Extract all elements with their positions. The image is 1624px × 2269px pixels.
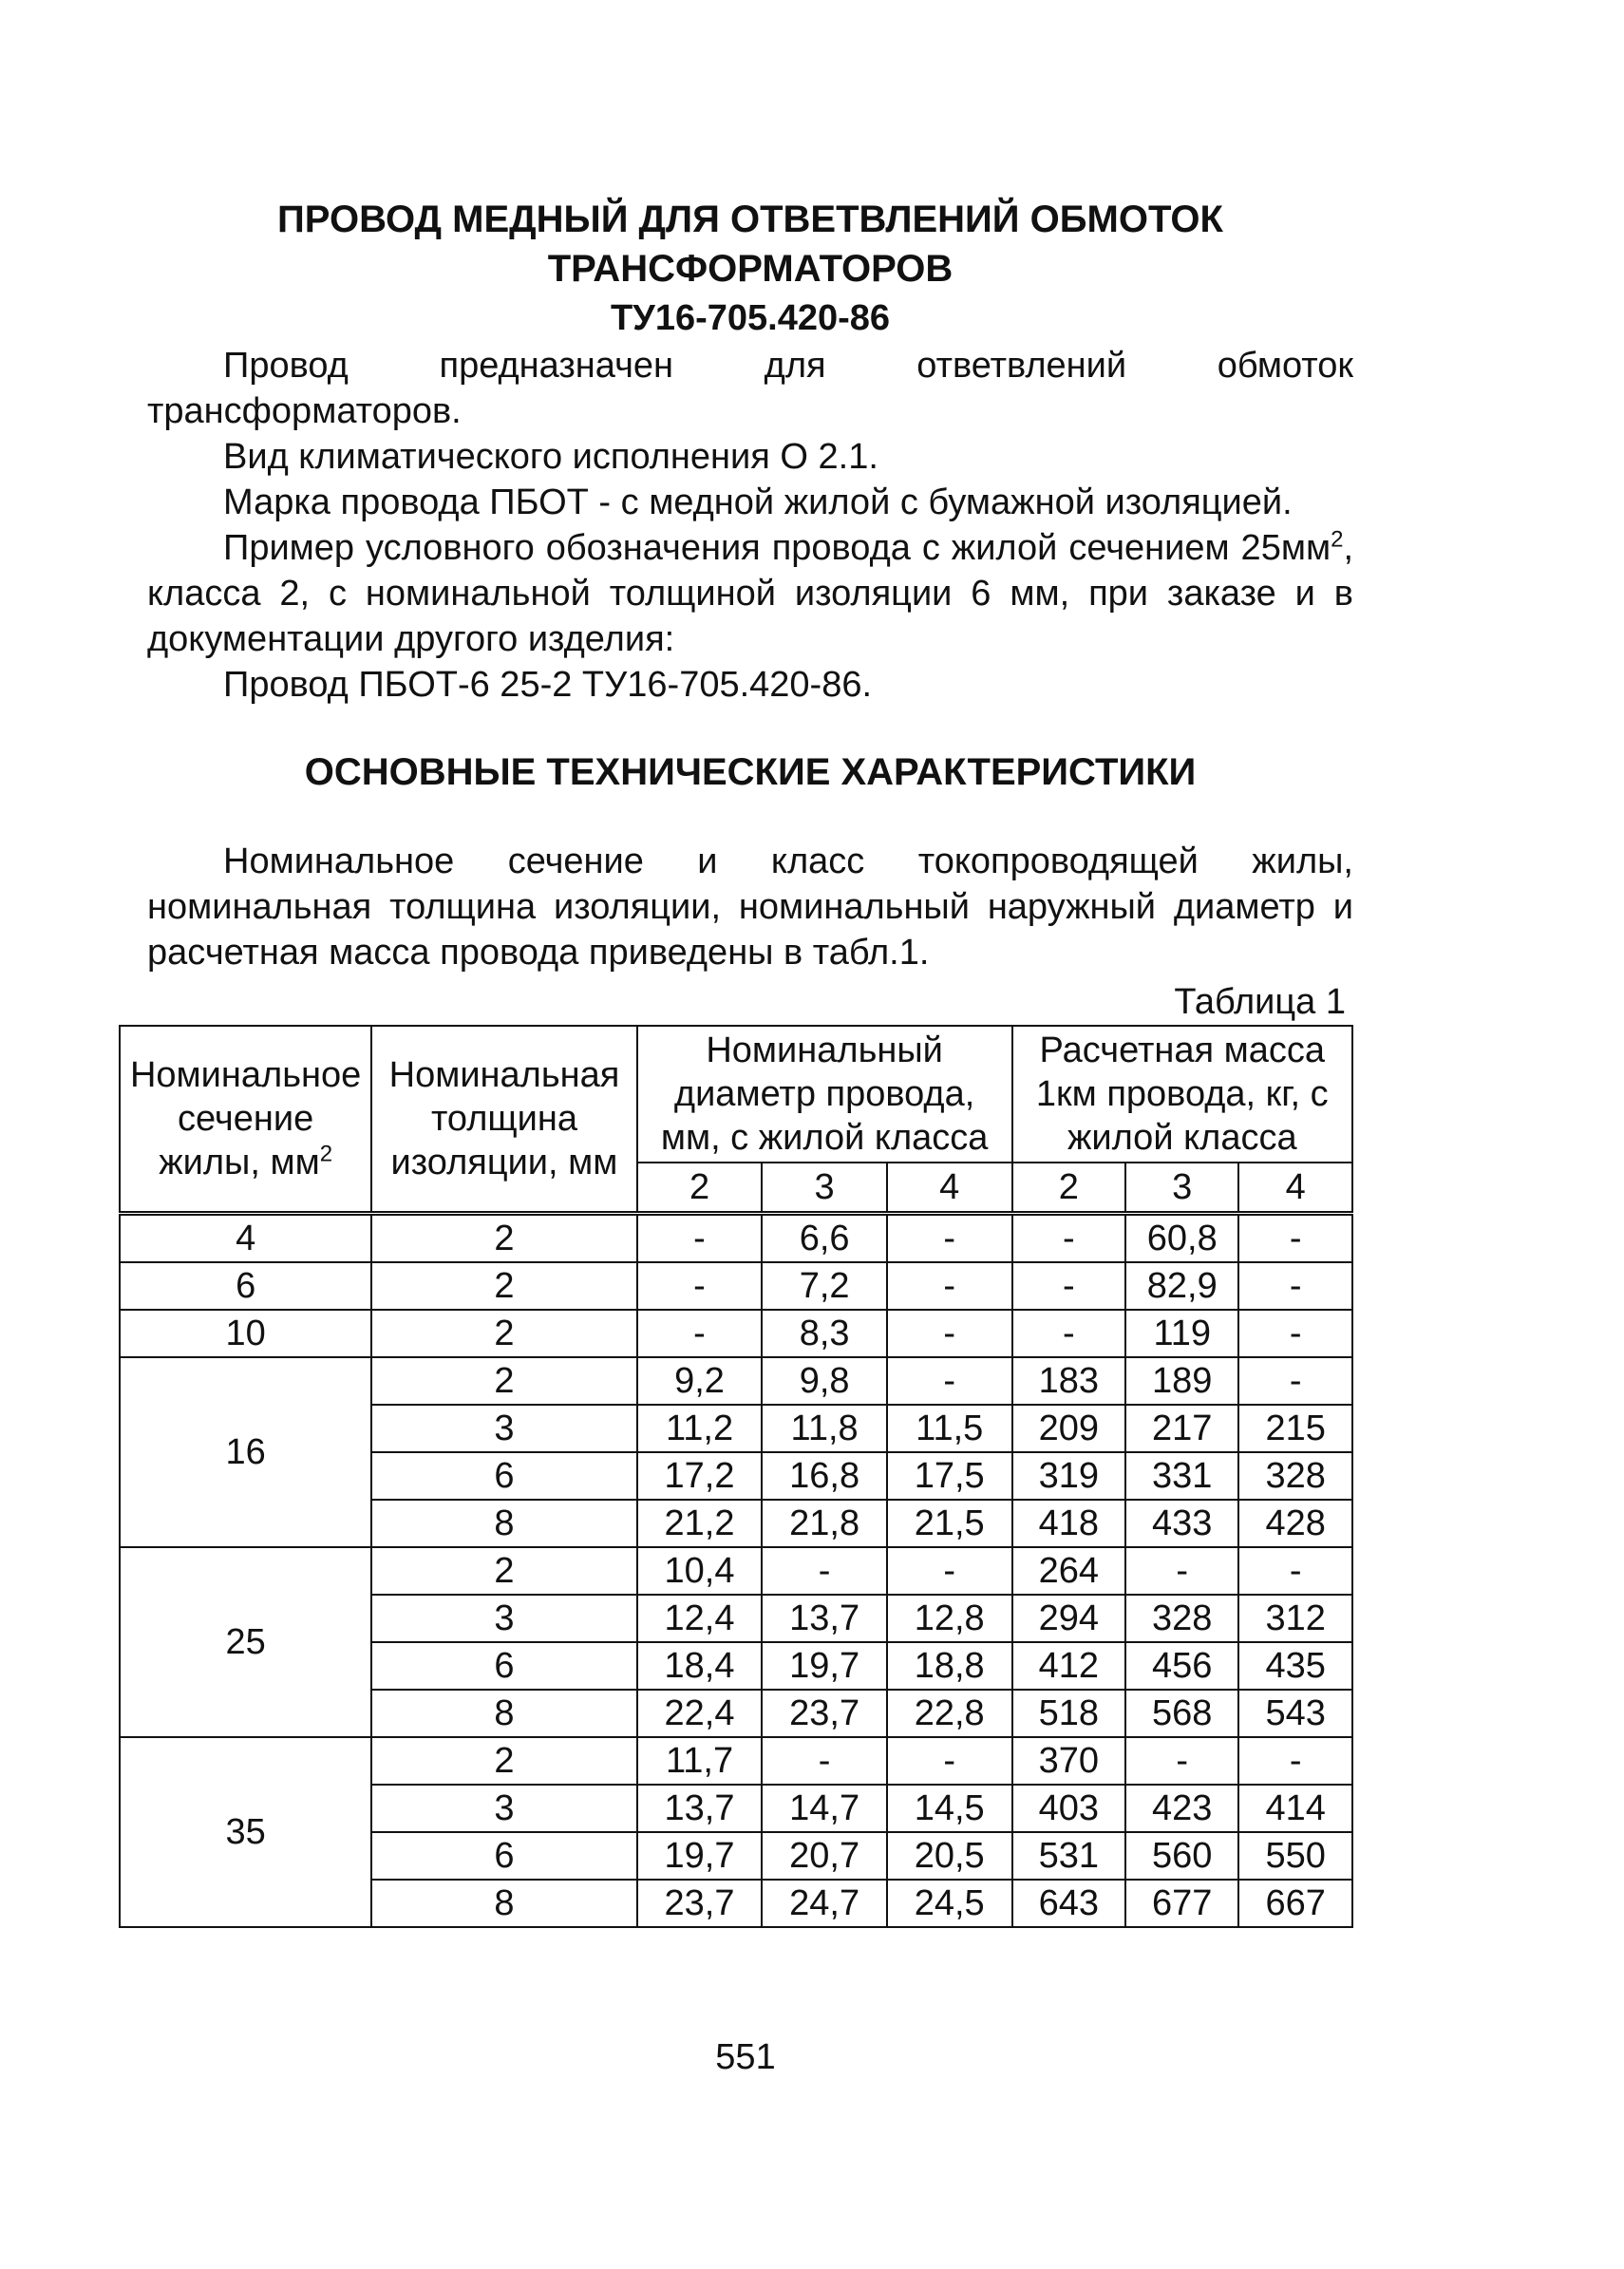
- cell-insulation: 8: [371, 1690, 636, 1737]
- cell-value: -: [887, 1310, 1012, 1357]
- header-diameter-class-4: 4: [887, 1163, 1012, 1214]
- cell-value: 23,7: [762, 1690, 887, 1737]
- cell-value: 328: [1125, 1595, 1238, 1642]
- cell-value: 24,5: [887, 1880, 1012, 1927]
- cell-value: 403: [1012, 1785, 1125, 1832]
- table-body: [120, 1214, 1352, 1928]
- cell-value: 16,8: [762, 1452, 887, 1500]
- cell-value: -: [637, 1262, 763, 1310]
- intro-paragraph-purpose: Провод предназначен для ответвлений обмоток трансформаторов.: [147, 346, 1353, 431]
- cell-value: 13,7: [762, 1595, 887, 1642]
- cell-value: 518: [1012, 1690, 1125, 1737]
- cell-value: 19,7: [637, 1832, 763, 1880]
- cell-value: 428: [1238, 1500, 1352, 1547]
- section-paragraph: Номинальное сечение и класс токопроводящей жилы, номинальная толщина изоляции, номинальный наружный диаметр и расчетная масса провода приведены в табл.1.: [147, 841, 1353, 973]
- table-row: [120, 1310, 1352, 1357]
- cell-value: 14,5: [887, 1785, 1012, 1832]
- cell-insulation: 8: [371, 1880, 636, 1927]
- cell-value: -: [887, 1547, 1012, 1595]
- section-title: ОСНОВНЫЕ ТЕХНИЧЕСКИЕ ХАРАКТЕРИСТИКИ: [304, 751, 1197, 793]
- cell-value: -: [1125, 1737, 1238, 1785]
- example-text-a: Пример условного обозначения провода с жилой сечением 25мм: [223, 528, 1331, 568]
- table-row: [120, 1262, 1352, 1310]
- header-mass-class-4: 4: [1238, 1163, 1352, 1214]
- cell-value: -: [1238, 1262, 1352, 1310]
- cell-value: -: [637, 1310, 763, 1357]
- cell-value: 370: [1012, 1737, 1125, 1785]
- document-page: [129, 195, 1353, 1928]
- cell-value: 531: [1012, 1832, 1125, 1880]
- cell-value: 17,2: [637, 1452, 763, 1500]
- cell-value: -: [887, 1262, 1012, 1310]
- cell-insulation: 2: [371, 1547, 636, 1595]
- cell-value: -: [1238, 1547, 1352, 1595]
- cell-value: 11,8: [762, 1405, 887, 1452]
- cell-value: 543: [1238, 1690, 1352, 1737]
- cell-value: 6,6: [762, 1214, 887, 1263]
- cell-value: -: [887, 1737, 1012, 1785]
- cell-value: 11,7: [637, 1737, 763, 1785]
- cell-value: 7,2: [762, 1262, 887, 1310]
- cell-insulation: 3: [371, 1405, 636, 1452]
- cell-value: 423: [1125, 1785, 1238, 1832]
- cell-value: 294: [1012, 1595, 1125, 1642]
- header-mass-class-2: 2: [1012, 1163, 1125, 1214]
- cell-value: 312: [1238, 1595, 1352, 1642]
- header-diameter-class-2: 2: [637, 1163, 763, 1214]
- title-code: ТУ16-705.420-86: [610, 298, 891, 338]
- cell-value: 18,8: [887, 1642, 1012, 1690]
- cell-insulation: 2: [371, 1310, 636, 1357]
- cell-value: 435: [1238, 1642, 1352, 1690]
- cell-value: 414: [1238, 1785, 1352, 1832]
- table-row: [120, 1547, 1352, 1595]
- cell-value: 643: [1012, 1880, 1125, 1927]
- cell-value: 560: [1125, 1832, 1238, 1880]
- spec-table: [119, 1025, 1353, 1928]
- cell-value: 22,8: [887, 1690, 1012, 1737]
- cell-value: -: [1238, 1357, 1352, 1405]
- cell-value: 456: [1125, 1642, 1238, 1690]
- cell-value: 13,7: [637, 1785, 763, 1832]
- cell-section: 35: [120, 1737, 371, 1927]
- intro-paragraph-climate: Вид климатического исполнения О 2.1.: [223, 437, 878, 477]
- cell-value: -: [1012, 1262, 1125, 1310]
- cell-value: 412: [1012, 1642, 1125, 1690]
- cell-section: 6: [120, 1262, 371, 1310]
- header-mass-class-3: 3: [1125, 1163, 1238, 1214]
- cell-value: -: [1012, 1310, 1125, 1357]
- cell-value: 667: [1238, 1880, 1352, 1927]
- header-section-sup: 2: [319, 1141, 333, 1167]
- cell-value: -: [1012, 1214, 1125, 1263]
- cell-value: 209: [1012, 1405, 1125, 1452]
- cell-section: 16: [120, 1357, 371, 1547]
- intro-paragraph-brand: Марка провода ПБОТ - с медной жилой с бумажной изоляцией.: [223, 482, 1293, 522]
- cell-insulation: 3: [371, 1785, 636, 1832]
- cell-value: 11,2: [637, 1405, 763, 1452]
- cell-value: -: [887, 1357, 1012, 1405]
- cell-value: 20,7: [762, 1832, 887, 1880]
- cell-value: 82,9: [1125, 1262, 1238, 1310]
- table-row: [120, 1214, 1352, 1263]
- cell-value: 433: [1125, 1500, 1238, 1547]
- header-insulation: Номинальная толщина изоляции, мм: [371, 1026, 636, 1214]
- page-number: 551: [715, 2037, 776, 2077]
- cell-section: 10: [120, 1310, 371, 1357]
- cell-value: -: [762, 1547, 887, 1595]
- title-line-1: ПРОВОД МЕДНЫЙ ДЛЯ ОТВЕТВЛЕНИЙ ОБМОТОК: [277, 199, 1223, 240]
- cell-value: 23,7: [637, 1880, 763, 1927]
- cell-value: 60,8: [1125, 1214, 1238, 1263]
- cell-value: -: [1125, 1547, 1238, 1595]
- cell-value: -: [637, 1214, 763, 1263]
- cell-value: -: [762, 1737, 887, 1785]
- cell-value: 20,5: [887, 1832, 1012, 1880]
- table-caption: Таблица 1: [1174, 982, 1346, 1022]
- cell-insulation: 2: [371, 1357, 636, 1405]
- cell-value: 264: [1012, 1547, 1125, 1595]
- cell-value: 328: [1238, 1452, 1352, 1500]
- table-row: [120, 1357, 1352, 1405]
- cell-value: 189: [1125, 1357, 1238, 1405]
- cell-value: 9,2: [637, 1357, 763, 1405]
- intro-paragraph-example: [147, 525, 1353, 662]
- title-line-2: ТРАНСФОРМАТОРОВ: [547, 248, 954, 290]
- cell-value: 119: [1125, 1310, 1238, 1357]
- cell-insulation: 6: [371, 1452, 636, 1500]
- cell-value: 331: [1125, 1452, 1238, 1500]
- cell-insulation: 3: [371, 1595, 636, 1642]
- header-section-text: Номинальное сечение жилы, мм: [129, 1055, 362, 1182]
- cell-value: -: [1238, 1310, 1352, 1357]
- cell-value: 215: [1238, 1405, 1352, 1452]
- cell-insulation: 8: [371, 1500, 636, 1547]
- cell-insulation: 2: [371, 1262, 636, 1310]
- cell-value: 8,3: [762, 1310, 887, 1357]
- cell-value: 21,5: [887, 1500, 1012, 1547]
- cell-value: 550: [1238, 1832, 1352, 1880]
- cell-section: 4: [120, 1214, 371, 1263]
- cell-value: -: [1238, 1737, 1352, 1785]
- table-row: [120, 1737, 1352, 1785]
- cell-value: 11,5: [887, 1405, 1012, 1452]
- cell-value: 21,8: [762, 1500, 887, 1547]
- cell-value: 9,8: [762, 1357, 887, 1405]
- example-superscript: 2: [1331, 526, 1344, 553]
- cell-value: 19,7: [762, 1642, 887, 1690]
- cell-value: 21,2: [637, 1500, 763, 1547]
- cell-value: 22,4: [637, 1690, 763, 1737]
- cell-value: 10,4: [637, 1547, 763, 1595]
- intro-paragraph-designation: Провод ПБОТ-6 25-2 ТУ16-705.420-86.: [223, 665, 873, 705]
- cell-value: 24,7: [762, 1880, 887, 1927]
- header-section: [120, 1026, 371, 1214]
- cell-value: 568: [1125, 1690, 1238, 1737]
- cell-value: 12,4: [637, 1595, 763, 1642]
- cell-value: 183: [1012, 1357, 1125, 1405]
- cell-value: 14,7: [762, 1785, 887, 1832]
- cell-value: 12,8: [887, 1595, 1012, 1642]
- cell-value: 418: [1012, 1500, 1125, 1547]
- header-diameter: Номинальный диаметр провода, мм, с жилой класса: [637, 1026, 1012, 1163]
- cell-value: 17,5: [887, 1452, 1012, 1500]
- cell-value: 217: [1125, 1405, 1238, 1452]
- cell-value: -: [1238, 1214, 1352, 1263]
- header-mass: Расчетная масса 1км провода, кг, с жилой класса: [1012, 1026, 1352, 1163]
- cell-value: 319: [1012, 1452, 1125, 1500]
- cell-section: 25: [120, 1547, 371, 1737]
- cell-insulation: 6: [371, 1642, 636, 1690]
- header-diameter-class-3: 3: [762, 1163, 887, 1214]
- cell-value: 18,4: [637, 1642, 763, 1690]
- cell-insulation: 2: [371, 1214, 636, 1263]
- cell-value: 677: [1125, 1880, 1238, 1927]
- cell-insulation: 2: [371, 1737, 636, 1785]
- cell-value: -: [887, 1214, 1012, 1263]
- cell-insulation: 6: [371, 1832, 636, 1880]
- example-text-b: , класса 2, с номинальной толщиной изоляции 6 мм, при заказе и в документации другого изделия:: [147, 528, 1353, 659]
